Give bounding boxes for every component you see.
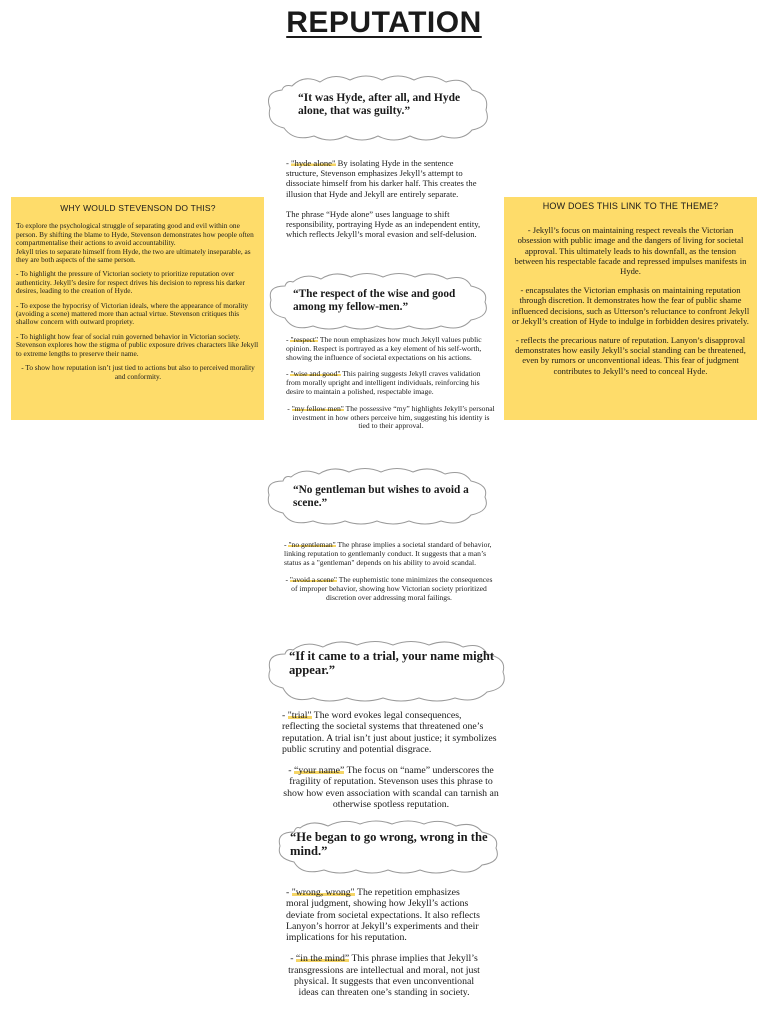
quote-text: “No gentleman but wishes to avoid a scene.” [293, 484, 469, 510]
key-term: "trial" [287, 710, 312, 721]
why-paragraph: - To expose the hypocrisy of Victorian ideals, where the appearance of morality (avoiding a scene) mattered more than actual virtue. Stevenson critiques this shallow concern with outward propriety. [16, 300, 248, 327]
quote-cloud [262, 72, 494, 144]
theme-panel [504, 197, 757, 420]
quote-analysis: - "trial" The word evokes legal consequences, reflecting the societal systems that threatened one’s reputation. A trial isn’t just about justice; it symbolizes public scrutiny and potential disgrace. - “your name” The focus on “name” underscores the fragility of reputation. Stevenson uses this phrase to show how even association with scandal can tarnish an otherwise spotless reputation. [282, 710, 499, 811]
key-term: "respect" [290, 335, 319, 344]
quote-text: “The respect of the wise and good among my fellow-men.” [293, 288, 456, 314]
key-term: “your name” [293, 765, 345, 777]
key-term: “in the mind” [295, 953, 350, 965]
quote-analysis: - "no gentleman" The phrase implies a societal standard of behavior, linking reputation to gentlemanly conduct. It suggests that a man’s status as a "gentleman" depends on his ability to avoid scandal. - "avoid a scene" The euphemistic tone minimizes the consequences of improper behavior, showing how Victorian society prioritized discretion over addressing moral failings. [284, 540, 493, 602]
quote-analysis: - "hyde alone" By isolating Hyde in the sentence structure, Stevenson emphasizes Jekyll’s attempt to dissociate himself from his darker half. This creates the illusion that Hyde and Jekyll are entirely separate. The phrase “Hyde alone” uses language to shift responsibility, portraying Hyde as an independent entity, which reflects Jekyll’s moral evasion and self-delusion. [286, 158, 486, 239]
key-term: "wrong, wrong" [291, 887, 355, 898]
theme-paragraph: - encapsulates the Victorian emphasis on maintaining reputation through discretion. It demonstrates how the fear of public shame influenced decisions, such as Utterson’s reluctance to confront Jekyll or Jekyll’s creation of Hyde to indulge in forbidden desires privately. [511, 285, 750, 326]
why-paragraph: To explore the psychological struggle of separating good and evil within one person. By shifting the blame to Hyde, Stevenson demonstrates how people often compartmentalise their actions to avoid accountability. [16, 221, 254, 248]
quote-analysis: - "wrong, wrong" The repetition emphasizes moral judgment, showing how Jekyll’s actions deviate from societal expectations. It also reflects Lanyon’s horror at Jekyll’s experiments and their implications for his reputation. - “in the mind” This phrase implies that Jekyll’s transgressions are intellectual and moral, not just physical. It suggests that even unconventional ideas can threaten one’s standing in society. [286, 887, 480, 999]
key-term: "hyde alone" [291, 158, 336, 168]
quote-text: “If it came to a trial, your name might appear.” [289, 649, 495, 678]
analysis-paragraph: The phrase “Hyde alone” uses language to shift responsibility, portraying Hyde as an independent entity, which reflects Jekyll’s moral evasion and self-delusion. [286, 208, 481, 240]
why-paragraph: - To highlight the pressure of Victorian society to prioritize reputation over authenticity. Jekyll’s desire for respect drives his decision to repress his darker desires, leading to the creation of Hyde. [16, 269, 245, 296]
theme-heading: HOW DOES THIS LINK TO THE THEME? [542, 201, 719, 211]
key-term: "no gentleman" [288, 540, 336, 549]
quote-cloud [274, 818, 504, 876]
why-panel [11, 197, 264, 420]
page-title: REPUTATION [286, 6, 482, 39]
why-paragraph: - To show how reputation isn’t just tied to actions but also to perceived morality and conformity. [21, 363, 255, 381]
quote-cloud [265, 638, 511, 704]
theme-paragraph: - Jekyll’s focus on maintaining respect reveals the Victorian obsession with public image and the dangers of living for societal approval. This ultimately leads to his downfall, as the tension between his respectable facade and repressed impulses manifests in Hyde. [514, 225, 747, 277]
quote-text: “He began to go wrong, wrong in the mind.” [290, 830, 488, 859]
key-term: "wise and good" [290, 369, 341, 379]
key-term: "my fellow men" [291, 403, 344, 413]
quote-cloud [263, 465, 495, 527]
theme-paragraph: - reflects the precarious nature of reputation. Lanyon’s disapproval demonstrates how easily Jekyll’s social standing can be threatened, even by rumors or unconventional ideas. This fear of judgment contributes to Jekyll’s need to conceal Hyde. [515, 335, 746, 376]
quote-analysis: - "respect" The noun emphasizes how much Jekyll values public opinion. Respect is portrayed as a key element of his self-worth, showing the influence of societal expectations on his actions. - "wise and good" This pairing suggests Jekyll craves validation from morally upright and intelligent individuals, reinforcing his desire to maintain a polished, respectable image. - "my fellow men" The possessive “my” highlights Jekyll’s personal investment in how others perceive him, suggesting his identity is tied to their approval. [286, 335, 495, 431]
quote-cloud [265, 270, 491, 332]
why-paragraph: - To highlight how fear of social ruin governed behavior in Victorian society. Stevenson explores how the stigma of public exposure drives characters like Jekyll to extreme lengths to preserve their name. [16, 331, 259, 358]
quote-text: “It was Hyde, after all, and Hyde alone, that was guilty.” [298, 92, 461, 117]
why-paragraph: Jekyll tries to separate himself from Hyde, the two are ultimately inseparable, as they are both aspects of the same person. [16, 246, 251, 265]
key-term: "avoid a scene" [289, 575, 338, 585]
why-heading: WHY WOULD STEVENSON DO THIS? [60, 203, 216, 213]
